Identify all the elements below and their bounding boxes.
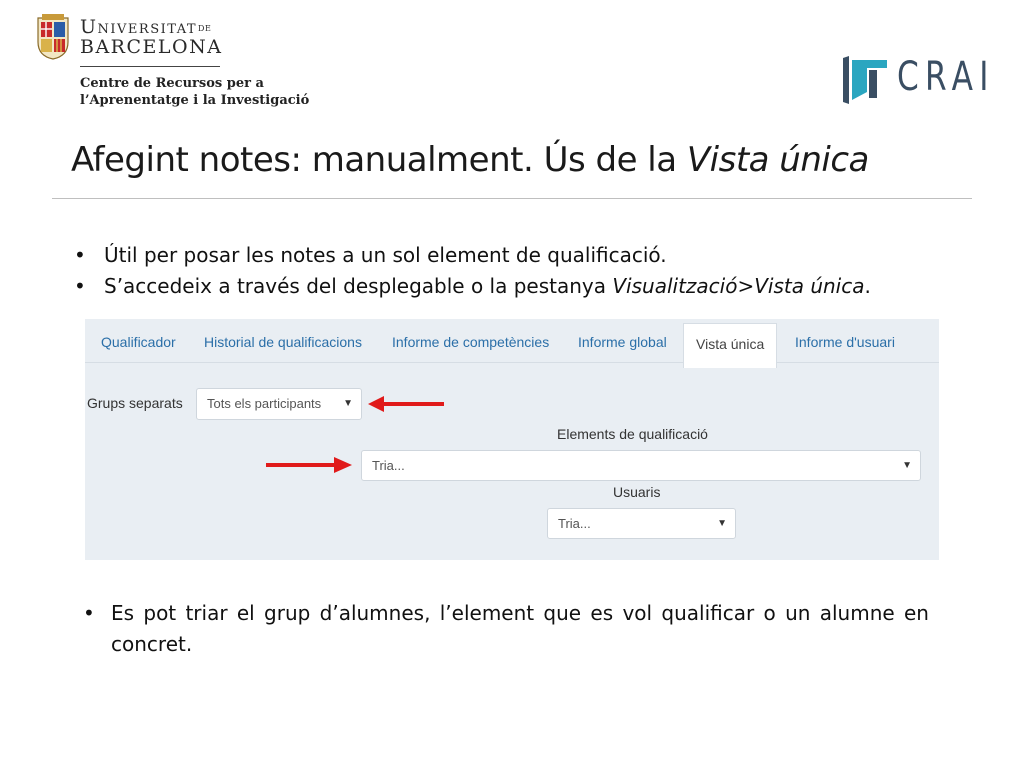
bullet-item: • Útil per posar les notes a un sol element de qualificació. [74,240,871,271]
red-arrow-right-icon [266,456,352,474]
tab-qualificador[interactable]: Qualificador [101,334,176,350]
red-arrow-left-icon [368,395,446,413]
crai-logo [843,56,993,104]
tab-competencies[interactable]: Informe de competències [392,334,550,350]
tab-historial[interactable]: Historial de qualificacions [204,334,362,350]
bullet-glyph: • [83,601,95,625]
gradebook-screenshot [85,319,939,560]
caret-down-icon: ▼ [902,460,912,471]
bullet-glyph: • [74,274,86,298]
items-select-value: Tria... [372,458,405,473]
bullet-glyph: • [74,243,86,267]
university-name-line2: BARCELONA [80,36,223,58]
university-name-line1: UniversitatDE [80,16,212,38]
title-divider [52,198,972,199]
bullet-item: • Es pot triar el grup d’alumnes, l’element que es vol qualificar o un alumne en concret. [83,598,929,660]
groups-label: Grups separats [87,395,183,411]
tab-informe-usuari[interactable]: Informe d'usuari [795,334,895,350]
crai-logo-text: CRAI [897,54,995,100]
bullet-item: • S’accedeix a través del desplegable o la pestanya Visualització>Vista única. [74,271,871,302]
crai-name-line2: l’Aprenentatge i la Investigació [80,93,310,108]
tab-informe-global[interactable]: Informe global [578,334,667,350]
items-select[interactable] [361,450,921,481]
ub-logo [36,12,310,112]
title-text: Afegint notes: manualment. Ús de la [71,140,687,180]
items-label: Elements de qualificació [557,426,708,442]
users-label: Usuaris [613,484,661,500]
slide-title [71,140,869,180]
crai-mark-icon [843,56,889,104]
gradebook-tabs [85,319,939,363]
tab-vista-unica[interactable]: Vista única [683,323,777,368]
users-select[interactable] [547,508,736,539]
groups-select-value: Tots els participants [207,396,322,411]
groups-select[interactable] [196,388,362,420]
logo-divider [80,66,220,67]
crai-name-line1: Centre de Recursos per a [80,76,264,91]
university-shield-icon [36,12,70,60]
title-emphasis: Vista única [686,140,869,180]
caret-down-icon: ▼ [717,518,727,529]
users-select-value: Tria... [558,516,591,531]
caret-down-icon: ▼ [343,398,353,409]
bullet-list [74,240,871,302]
